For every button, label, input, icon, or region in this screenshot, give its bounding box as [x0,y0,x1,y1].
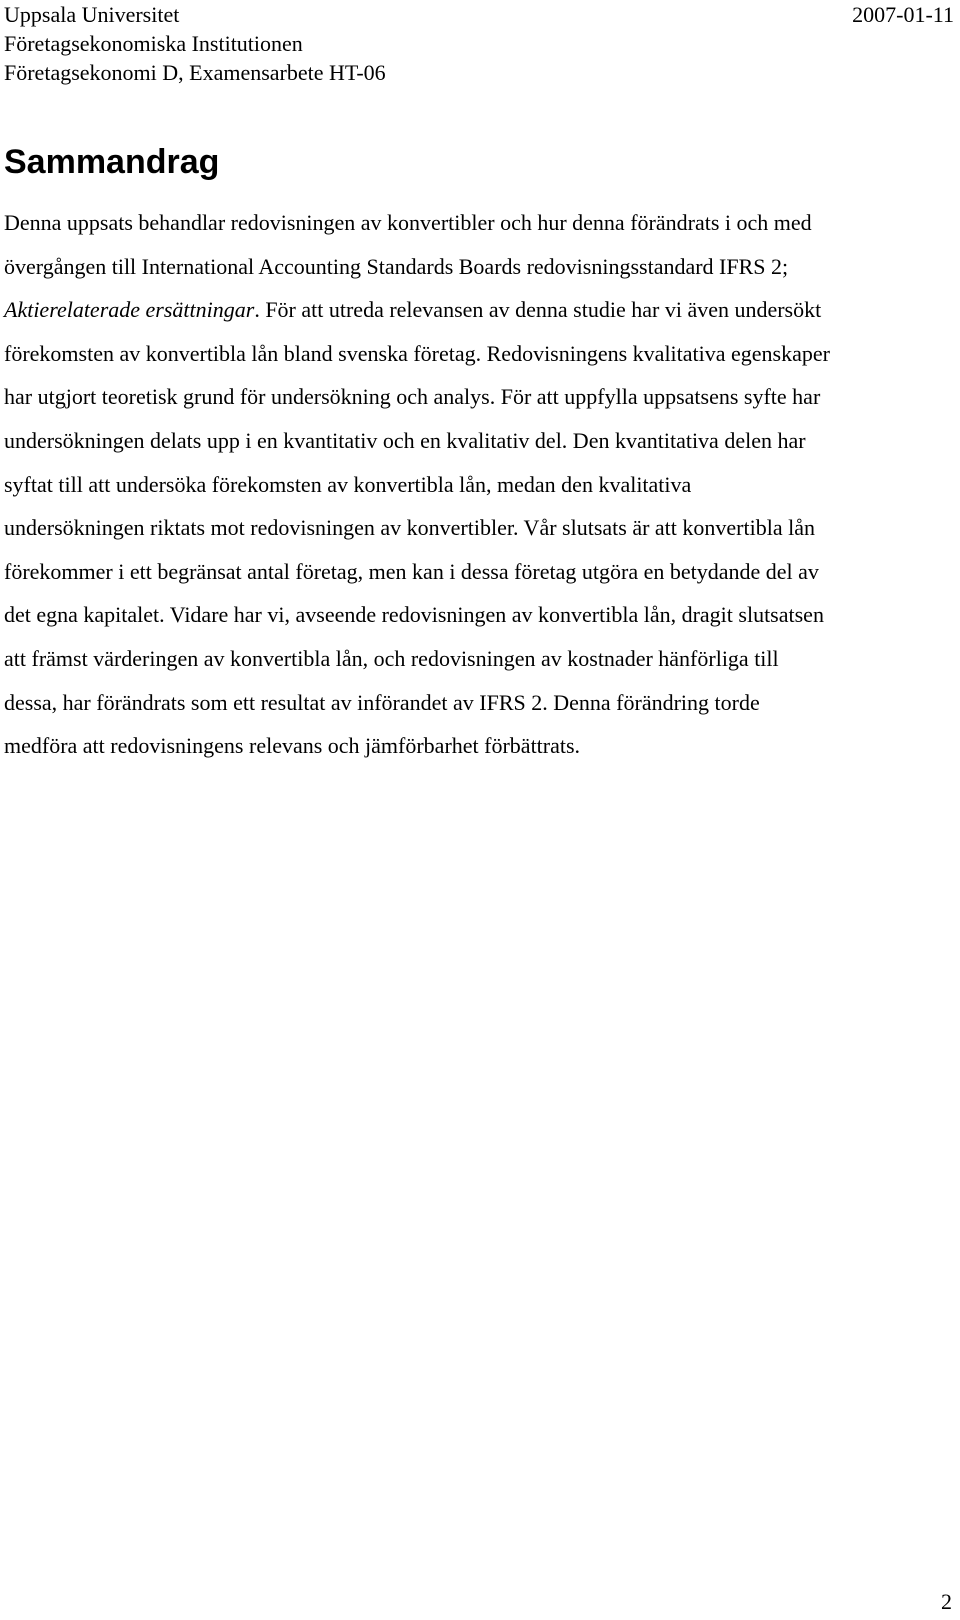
text-line: Denna uppsats behandlar redovisningen av konvertibler och hur denna förändrats i och med [4,210,812,235]
university-name: Uppsala Universitet [4,2,180,27]
text-line: övergången till International Accounting Standards Boards redovisningsstandard IFRS 2; [4,253,789,279]
header-top-row [4,0,954,29]
page-header [4,0,954,87]
institution-name: Företagsekonomiska Institutionen [4,31,303,56]
text-line: har utgjort teoretisk grund för undersökning och analys. För att uppfylla uppsatsens syfte har [4,384,821,410]
course-name: Företagsekonomi D, Examensarbete HT-06 [4,60,386,85]
text-line: det egna kapitalet. Vidare har vi, avseende redovisningen av konvertibla lån, dragit slutsatsen [4,602,824,628]
text-line: förekommer i ett begränsat antal företag, men kan i dessa företag utgöra en betydande del av [4,558,819,584]
text-line: undersökningen riktats mot redovisningen av konvertibler. Vår slutsats är att konvertibla lån [4,515,815,541]
text-line-continuation: . För att utreda relevansen av denna studie har vi även undersökt [254,297,822,323]
text-line: att främst värderingen av konvertibla lån, och redovisningen av kostnader hänförliga till [4,645,779,671]
text-line: förekomsten av konvertibla lån bland svenska företag. Redovisningens kvalitativa egenskaper [4,340,830,366]
text-line: syftat till att undersöka förekomsten av konvertibla lån, medan den kvalitativa [4,471,692,497]
text-line: dessa, har förändrats som ett resultat av införandet av IFRS 2. Denna förändring torde [4,689,760,715]
abstract-paragraph [4,201,954,768]
text-line: undersökningen delats upp i en kvantitativ och en kvalitativ del. Den kvantitativa delen har [4,427,806,453]
text-line: medföra att redovisningens relevans och jämförbarhet förbättrats. [4,733,581,759]
text-line [4,288,954,332]
page-number: 2 [941,1589,952,1614]
document-date: 2007-01-11 [852,2,954,27]
standard-title-italic: Aktierelaterade ersättningar [4,297,255,323]
page-title: Sammandrag [4,143,220,181]
